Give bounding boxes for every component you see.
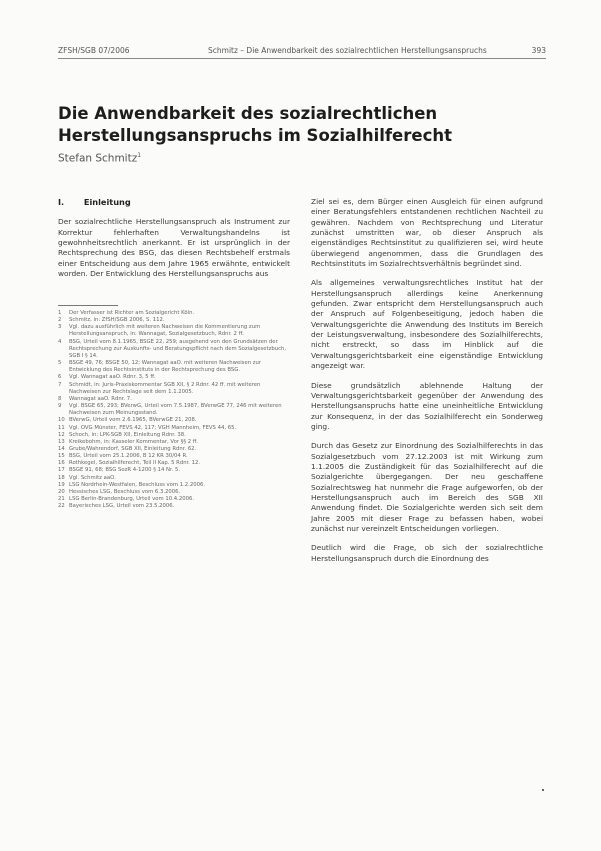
footnote-text: Bayerisches LSG, Urteil vom 23.5.2006. <box>69 503 175 510</box>
footnote <box>58 374 290 381</box>
footnote <box>58 339 290 360</box>
footnote-text: Rothkegel, Sozialhilferecht, Teil II Kap. 5 Rdnr. 12. <box>69 460 201 467</box>
footnote-text: BSG, Urteil vom 25.1.2006, B 12 KR 30/04 R. <box>69 453 188 460</box>
footnote-text: Vgl. BSGE 65, 293; BVerwG, Urteil vom 7.5.1987, BVerwGE 77, 246 mit weiteren Nachweisen zum Meinungsstand. <box>69 403 282 417</box>
left-column <box>58 197 290 288</box>
journal-citation: ZFSH/SGB 07/2006 <box>58 46 130 55</box>
right-column <box>311 197 543 573</box>
footnote-rule <box>58 305 118 306</box>
footnote <box>58 503 290 510</box>
footnote-number: 21 <box>58 496 65 503</box>
body-paragraph: Deutlich wird die Frage, ob sich der sozialrechtliche Herstellungsanspruch durch die Einordnung des <box>311 543 543 563</box>
title-line-2: Herstellungsanspruchs im Sozialhilferecht <box>58 126 452 145</box>
footnote-number: 9 <box>58 403 62 410</box>
footnote-number: 1 <box>58 310 62 316</box>
footnote-text: LSG Nordrhein-Westfalen, Beschluss vom 1.2.2006. <box>69 481 206 488</box>
body-paragraph: Diese grundsätzlich ablehnende Haltung der Verwaltungsgerichtsbarkeit gegenüber der Anwendung des Herstellungsanspruchs hatte eine uneinheitliche Entwicklung zur Konsequenz, in der das Sozialhilferecht ein Sonderweg ging. <box>311 380 543 431</box>
running-title: Schmitz – Die Anwendbarkeit des sozialrechtlichen Herstellungsanspruchs <box>208 46 487 55</box>
footnote <box>58 324 290 338</box>
footnote <box>58 453 290 460</box>
footnote-text: Vgl. Schmitz aaO. <box>69 474 116 481</box>
footnote-number: 22 <box>58 503 65 510</box>
footnote-number: 20 <box>58 488 65 495</box>
footnote-number: 7 <box>58 381 62 388</box>
footnote-number: 13 <box>58 438 65 445</box>
footnote <box>58 467 290 474</box>
footnote-number: 10 <box>58 417 65 424</box>
footnote-number: 14 <box>58 445 65 452</box>
footnote-text: LSG Berlin-Brandenburg, Urteil vom 10.4.2006. <box>69 496 194 503</box>
footnote <box>58 317 290 324</box>
footnote-number: 16 <box>58 460 65 467</box>
footnote-number: 17 <box>58 467 65 474</box>
author <box>58 152 141 165</box>
footnote-text: Vgl. dazu ausführlich mit weiteren Nachweisen die Kommentierung zum Herstellungsanspruch, in: Wannagat, Sozialgesetzbuch, Rdnr. 2 ff. <box>69 324 261 338</box>
body-paragraph: Durch das Gesetz zur Einordnung des Sozialhilferechts in das Sozialgesetzbuch vom 27.12.2003 ist mit Wirkung zum 1.1.2005 die Zuständigkeit für das Sozialhilferecht auf die Sozialgerichte übergegangen. Der neu geschaffene Sozialrechtsweg hat nunmehr die Frage aufgeworfen, ob der Herstellungsanspruch auch im Bereich des SGB XII Anwendung findet. Die Sozialgerichte werden sich seit dem Jahre 2005 mit dieser Frage zu befassen haben, wobei zunächst nur vereinzelt Entscheidungen vorliegen. <box>311 441 543 533</box>
footnote-text: Kreikebohm, in: Kasseler Kommentar, Vor §§ 2 ff. <box>69 438 199 445</box>
footnote-text: Vgl. Wannagat aaO. Rdnr. 3, 5 ff. <box>69 374 156 381</box>
footnote <box>58 496 290 503</box>
footnotes <box>58 310 290 510</box>
header-rule <box>58 58 546 59</box>
body-paragraph: Ziel sei es, dem Bürger einen Ausgleich für einen aufgrund einer Beratungsfehlers entstandenen rechtlichen Nachteil zu gewähren. Nachdem von Rechtsprechung und Literatur zunächst umstritten war, ob dieser Anspruch als eigenständiges Rechtsinstitut zu qualifizieren sei, wird heute überwiegend angenommen, dass die Grundlagen des Rechtsinstituts im Sozialrechtsverhältnis begründet sind. <box>311 197 543 269</box>
footnote-number: 18 <box>58 474 65 481</box>
footnote-number: 4 <box>58 338 62 345</box>
footnote-number: 2 <box>58 317 62 324</box>
footnote-text: Vgl. OVG Münster, FEVS 42, 117; VGH Mannheim, FEVS 44, 65. <box>69 424 237 431</box>
footnote <box>58 432 290 439</box>
section-number: I. <box>58 197 65 207</box>
scan-mark <box>542 789 544 791</box>
section-heading <box>58 197 290 207</box>
footnote-number: 15 <box>58 453 65 460</box>
running-header <box>58 46 546 58</box>
footnote-text: Der Verfasser ist Richter am Sozialgericht Köln. <box>69 310 195 316</box>
footnote-text: BVerwG, Urteil vom 2.6.1965, BVerwGE 21, 208. <box>69 417 197 424</box>
footnote <box>58 489 290 496</box>
footnote <box>58 310 290 317</box>
footnote-number: 19 <box>58 481 65 488</box>
footnote-number: 8 <box>58 395 62 402</box>
footnote-text: BSG, Urteil vom 8.1.1965, BSGE 22, 259; ausgehend von den Grundsätzen der Rechtsprechung zur Auskunfts- und Beratungspflicht nach dem Sozialgesetzbuch, SGB I § 14. <box>69 338 287 359</box>
section-title: Einleitung <box>83 197 131 207</box>
footnote <box>58 403 290 417</box>
body-paragraph: Als allgemeines verwaltungsrechtliches Institut hat der Herstellungsanspruch allerdings keine Anerkennung gefunden. Zwar entspricht dem Herstellungsanspruch auch der Anspruch auf Folgenbeseitigung, jedoch haben die Verwaltungsgerichte die Anwendung des Instituts im Bereich der Leistungsverwaltung, insbesondere des Sozialhilferechts, nicht erstreckt, so dass im Hinblick auf die Verwaltungsgerichtsbarkeit eine eigenständige Entwicklung angezeigt war. <box>311 278 543 371</box>
title-line-1: Die Anwendbarkeit des sozialrechtlichen <box>58 104 438 123</box>
footnote <box>58 439 290 446</box>
footnote <box>58 425 290 432</box>
footnote <box>58 460 290 467</box>
footnote-text: BSGE 91, 68; BSG SozR 4-1200 § 14 Nr. 5. <box>69 467 181 474</box>
footnote-text: BSGE 49, 76; BSGE 50, 12; Wannagat aaO. mit weiteren Nachweisen zur Entwicklung des Rechtsinstituts in der Rechtsprechung des BSG. <box>69 360 262 374</box>
footnote <box>58 417 290 424</box>
footnote-number: 5 <box>58 360 62 367</box>
page-number: 393 <box>531 46 546 55</box>
footnote-text: Hessisches LSG, Beschluss vom 6.3.2006. <box>69 488 181 495</box>
article-title <box>58 103 518 147</box>
footnote <box>58 360 290 374</box>
author-name: Stefan Schmitz <box>58 152 138 165</box>
footnote-number: 11 <box>58 424 65 431</box>
footnote-number: 3 <box>58 324 62 331</box>
author-footnote-ref: 1 <box>137 152 142 159</box>
footnote <box>58 475 290 482</box>
footnote-text: Schoch, in: LPK-SGB XII, Einleitung Rdnr. 38. <box>69 431 186 438</box>
footnote <box>58 382 290 396</box>
footnote <box>58 396 290 403</box>
footnote-text: Grube/Wahrendorf, SGB XII, Einleitung Rdnr. 62. <box>69 445 197 452</box>
footnote-text: Schmidt, in: Juris-Praxiskommentar SGB XII, § 2 Rdnr. 42 ff. mit weiteren Nachweisen zur Rechtslage seit dem 1.1.2005. <box>69 381 261 395</box>
footnote-text: Schmitz, in: ZfSH/SGB 2006, S. 112. <box>69 317 165 324</box>
body-paragraph: Der sozialrechtliche Herstellungsanspruch als Instrument zur Korrektur fehlerhaften Verwaltungshandelns ist gewohnheitsrechtlich anerkannt. Er ist ursprünglich in der Rechtsprechung des BSG, das diesen Rechtsbehelf erstmals einer Entscheidung aus dem Jahre 1965 erwähnte, entwickelt worden. Der Entwicklung des Herstellungsanspruchs aus <box>58 217 290 279</box>
footnote-number: 6 <box>58 374 62 381</box>
footnote <box>58 446 290 453</box>
footnote-text: Wannagat aaO. Rdnr. 7. <box>69 395 132 402</box>
footnote <box>58 482 290 489</box>
footnote-number: 12 <box>58 431 65 438</box>
